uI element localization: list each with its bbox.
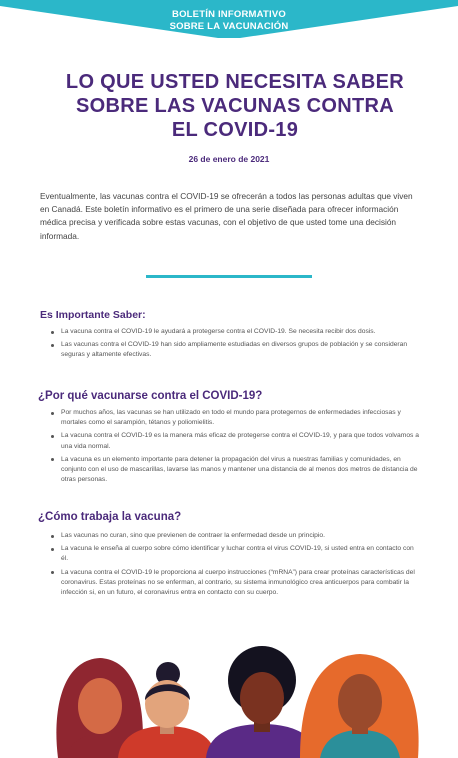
- publication-date: 26 de enero de 2021: [188, 154, 270, 164]
- banner-text: [0, 9, 458, 33]
- section-heading-important: Es Importante Saber:: [40, 309, 146, 321]
- person-long-hair: [300, 654, 419, 758]
- section-heading-how: ¿Cómo trabaja la vacuna?: [38, 511, 182, 523]
- how-list: [50, 531, 420, 601]
- header-banner: [0, 0, 458, 40]
- list-item: La vacuna contra el COVID-19 le proporciona al cuerpo instrucciones (“mRNA”) para crear proteínas características del coronavirus. Estas proteínas no se enferman, al contrario, su sistema inmunológico crea anticuerpos para combatir la infección si, en un futuro, el coronavirus entra en contacto con su cuerpo.: [50, 568, 420, 599]
- title-line-3: EL COVID-19: [171, 119, 299, 141]
- divider: [146, 275, 312, 278]
- banner-line-1: BOLETÍN INFORMATIVO: [172, 9, 286, 20]
- intro-paragraph: Eventualmente, las vacunas contra el COVID-19 se ofrecerán a todos las personas adultas que viven en Canadá. Este boletín informativo es el primero de una serie diseñada para ofrecer información médica precisa y verificada sobre estas vacunas, con el objetivo de que usted tome una decisión informada.: [40, 191, 413, 241]
- list-item: Las vacunas contra el COVID-19 han sido ampliamente estudiadas en diversos grupos de población y se consideran seguras y altamente efectivas.: [50, 340, 420, 360]
- page-title: [40, 70, 430, 142]
- list-item: Las vacunas no curan, sino que previenen de contraer la enfermedad desde un principio.: [50, 531, 420, 541]
- list-item: La vacuna contra el COVID-19 le ayudará a protegerse contra el COVID-19. Se necesita recibir dos dosis.: [50, 327, 420, 337]
- title-line-1: LO QUE USTED NECESITA SABER: [65, 71, 405, 93]
- list-item: La vacuna es un elemento importante para detener la propagación del virus a nuestras familias y comunidades, en conjunto con el uso de mascarillas, lavarse las manos y mantener una distancia de al menos dos metros de distancia de otras personas.: [50, 455, 420, 486]
- people-illustration: [0, 640, 458, 758]
- banner-line-2: SOBRE LA VACUNACIÓN: [169, 21, 289, 32]
- list-item: La vacuna contra el COVID-19 es la manera más eficaz de protegerse contra el COVID-19, y para que todos volvamos a una vida normal.: [50, 431, 420, 451]
- list-item: Por muchos años, las vacunas se han utilizado en todo el mundo para protegernos de enfermedades infecciosas y mortales como el sarampión, tétanos y poliomielitis.: [50, 408, 420, 428]
- title-line-2: SOBRE LAS VACUNAS CONTRA: [76, 95, 394, 117]
- why-list: [50, 408, 420, 488]
- important-list: [50, 327, 420, 364]
- list-item: La vacuna le enseña al cuerpo sobre cómo identificar y luchar contra el virus COVID-19, si usted entra en contacto con él.: [50, 544, 420, 564]
- section-heading-why: ¿Por qué vacunarse contra el COVID-19?: [38, 390, 263, 402]
